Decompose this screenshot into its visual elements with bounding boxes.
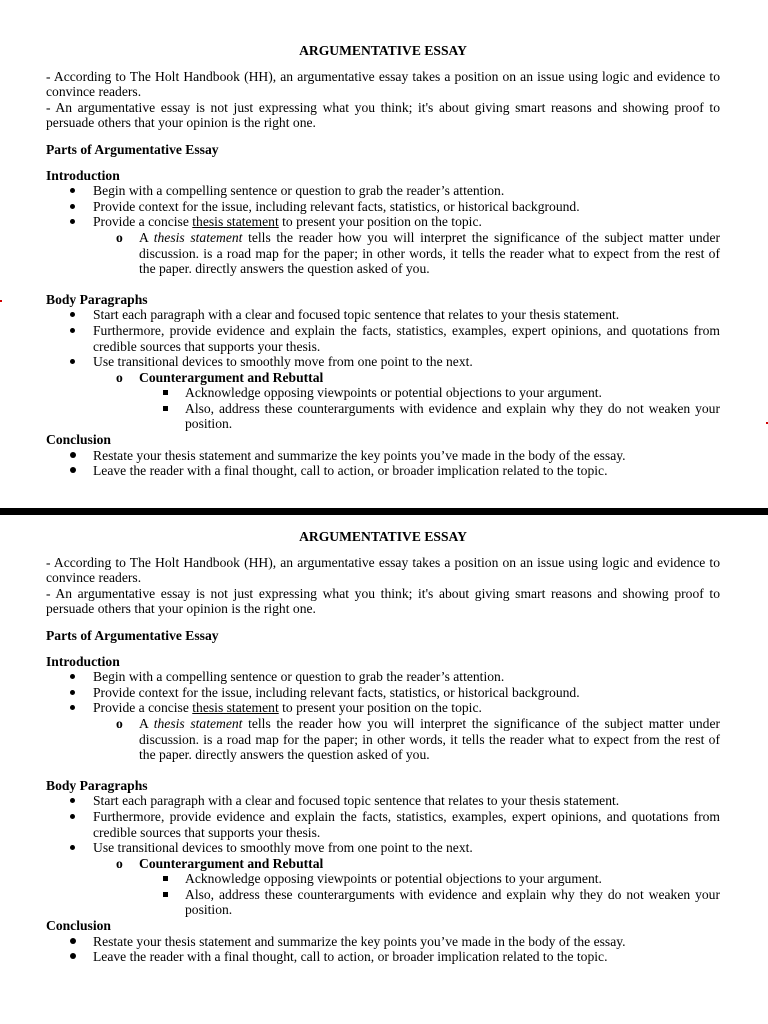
- thesis-term: thesis statement: [153, 229, 243, 245]
- list-item: [46, 448, 720, 464]
- list-item: [46, 463, 720, 479]
- list-item: [46, 700, 720, 716]
- page-content: [46, 529, 720, 965]
- counterargument-points: [46, 385, 720, 432]
- page-title: ARGUMENTATIVE ESSAY: [299, 43, 467, 58]
- list-item: [46, 934, 720, 950]
- list-item: [46, 183, 720, 199]
- thesis-statement-underline: thesis statement: [192, 700, 279, 716]
- list-item: [46, 669, 720, 685]
- intro-line-2: - An argumentative essay is not just expressing what you think; it's about giving smart reasons and showing proof to persuade others that your opinion is the right one.: [46, 99, 720, 131]
- list-item-text: Also, address these counterarguments with evidence and explain why they do not weaken your position.: [185, 400, 720, 432]
- list-item: [46, 230, 720, 277]
- counterargument-heading: Counterargument and Rebuttal: [139, 369, 324, 385]
- list-item-text: Restate your thesis statement and summarize the key points you’ve made in the body of the essay.: [93, 933, 626, 949]
- list-item-text: Also, address these counterarguments with evidence and explain why they do not weaken your position.: [185, 886, 720, 918]
- thesis-statement-underline: thesis statement: [192, 214, 279, 230]
- list-item-text: Begin with a compelling sentence or question to grab the reader’s attention.: [93, 669, 505, 685]
- list-item: [46, 199, 720, 215]
- parts-heading: Parts of Argumentative Essay: [46, 627, 219, 643]
- introduction-list: [46, 669, 720, 716]
- conclusion-list: [46, 934, 720, 965]
- list-item-text: Furthermore, provide evidence and explain the facts, statistics, examples, expert opinions, and quotations from credible sources that supports your thesis.: [93, 808, 720, 840]
- list-item: [46, 214, 720, 230]
- introduction-heading: Introduction: [46, 653, 120, 669]
- list-item-text: Acknowledge opposing viewpoints or potential objections to your argument.: [185, 385, 602, 401]
- body-heading: Body Paragraphs: [46, 777, 148, 793]
- list-item-text: Leave the reader with a final thought, call to action, or broader implication related to the topic.: [93, 463, 608, 479]
- spacer: [46, 277, 720, 292]
- list-item-text: Restate your thesis statement and summarize the key points you’ve made in the body of the essay.: [93, 447, 626, 463]
- list-item-text: tells the reader how you will interpret the significance of the subject matter under discussion. is a road map for the paper; in other words, it tells the reader what to expect from the rest of the paper. directly answers the question asked of you.: [139, 229, 721, 277]
- list-item-text: to present your position on the topic.: [278, 214, 482, 230]
- body-list: [46, 793, 720, 855]
- list-item-text: A: [139, 715, 154, 731]
- conclusion-list: [46, 448, 720, 479]
- intro-block: [46, 555, 720, 617]
- spacer: [46, 763, 720, 778]
- counterargument-heading: Counterargument and Rebuttal: [139, 855, 324, 871]
- counterargument-sublist: [46, 370, 720, 386]
- conclusion-heading: Conclusion: [46, 432, 111, 448]
- list-item: [46, 685, 720, 701]
- list-item: [46, 385, 720, 401]
- list-item-text: tells the reader how you will interpret the significance of the subject matter under discussion. is a road map for the paper; in other words, it tells the reader what to expect from the rest of the paper. directly answers the question asked of you.: [139, 715, 721, 763]
- list-item-text: to present your position on the topic.: [278, 700, 482, 716]
- introduction-list: [46, 183, 720, 230]
- list-item: [46, 370, 720, 386]
- document-page-2: [0, 529, 768, 965]
- list-item-text: Leave the reader with a final thought, call to action, or broader implication related to the topic.: [93, 949, 608, 965]
- list-item: [46, 716, 720, 763]
- page-content: [46, 43, 720, 479]
- intro-line-1: - According to The Holt Handbook (HH), an argumentative essay takes a position on an issue using logic and evidence to convince readers.: [46, 554, 720, 586]
- list-item-text: Begin with a compelling sentence or question to grab the reader’s attention.: [93, 183, 505, 199]
- page-divider: [0, 508, 768, 515]
- list-item-text: Start each paragraph with a clear and focused topic sentence that relates to your thesis statement.: [93, 307, 620, 323]
- counterargument-points: [46, 871, 720, 918]
- margin-mark: [0, 300, 2, 302]
- document-page-1: [0, 43, 768, 479]
- intro-block: [46, 69, 720, 131]
- conclusion-heading: Conclusion: [46, 918, 111, 934]
- list-item-text: A: [139, 229, 154, 245]
- list-item-text: Provide a concise: [93, 214, 193, 230]
- body-heading: Body Paragraphs: [46, 291, 148, 307]
- list-item-text: Provide a concise: [93, 700, 193, 716]
- intro-line-1: - According to The Holt Handbook (HH), an argumentative essay takes a position on an issue using logic and evidence to convince readers.: [46, 68, 720, 100]
- counterargument-sublist: [46, 856, 720, 872]
- list-item: [46, 354, 720, 370]
- thesis-sublist: [46, 230, 720, 277]
- list-item: [46, 949, 720, 965]
- list-item: [46, 401, 720, 432]
- list-item: [46, 809, 720, 840]
- list-item-text: Acknowledge opposing viewpoints or potential objections to your argument.: [185, 871, 602, 887]
- list-item: [46, 793, 720, 809]
- list-item: [46, 856, 720, 872]
- list-item: [46, 307, 720, 323]
- list-item: [46, 887, 720, 918]
- body-list: [46, 307, 720, 369]
- thesis-sublist: [46, 716, 720, 763]
- list-item: [46, 840, 720, 856]
- list-item-text: Furthermore, provide evidence and explain the facts, statistics, examples, expert opinions, and quotations from credible sources that supports your thesis.: [93, 322, 720, 354]
- introduction-heading: Introduction: [46, 167, 120, 183]
- intro-line-2: - An argumentative essay is not just expressing what you think; it's about giving smart reasons and showing proof to persuade others that your opinion is the right one.: [46, 585, 720, 617]
- list-item: [46, 871, 720, 887]
- list-item-text: Start each paragraph with a clear and focused topic sentence that relates to your thesis statement.: [93, 793, 620, 809]
- thesis-term: thesis statement: [153, 715, 243, 731]
- list-item-text: Use transitional devices to smoothly move from one point to the next.: [93, 354, 473, 370]
- parts-heading: Parts of Argumentative Essay: [46, 141, 219, 157]
- page-title: ARGUMENTATIVE ESSAY: [299, 529, 467, 544]
- list-item-text: Provide context for the issue, including relevant facts, statistics, or historical background.: [93, 198, 580, 214]
- list-item: [46, 323, 720, 354]
- list-item-text: Provide context for the issue, including relevant facts, statistics, or historical background.: [93, 684, 580, 700]
- list-item-text: Use transitional devices to smoothly move from one point to the next.: [93, 840, 473, 856]
